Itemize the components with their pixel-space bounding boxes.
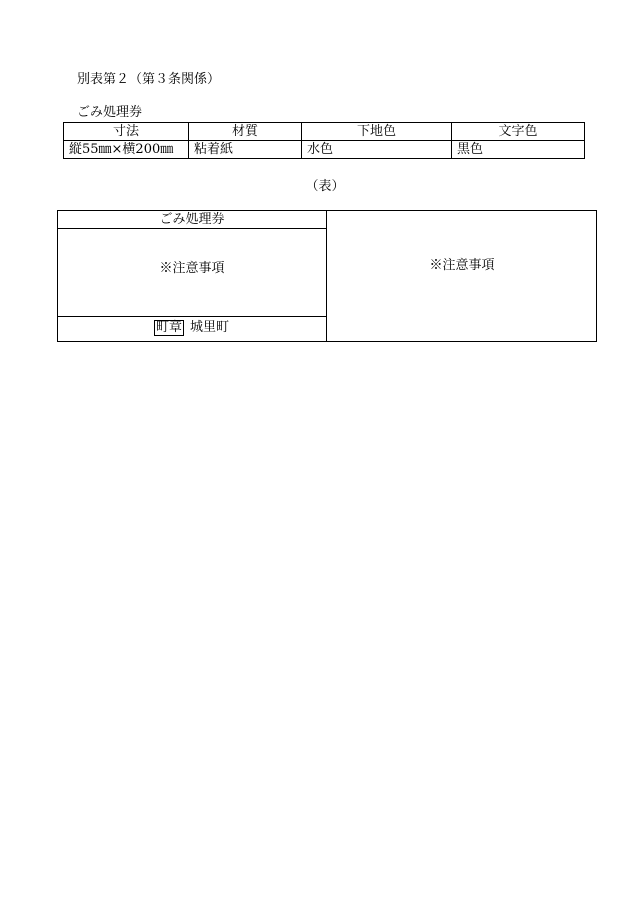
town-seal-box: 町章 <box>156 320 183 335</box>
ticket-diagram <box>57 210 597 342</box>
header-background-color: 下地色 <box>302 123 452 141</box>
header-material: 材質 <box>189 123 302 141</box>
header-size: 寸法 <box>64 123 189 141</box>
cell-text-color: 黒色 <box>452 141 585 159</box>
ticket-footer <box>58 316 326 342</box>
front-side-label: （表） <box>305 179 345 194</box>
spec-table-header-row <box>64 123 585 141</box>
header-text-color: 文字色 <box>452 123 585 141</box>
ticket-right-notice: ※注意事項 <box>429 258 495 273</box>
ticket-footer-content <box>154 320 229 336</box>
spec-table <box>63 122 585 159</box>
ticket-title: ごみ処理券 <box>58 211 326 229</box>
cell-size: 縦55㎜×横200㎜ <box>64 141 189 159</box>
page-heading: 別表第２（第３条関係） <box>77 72 221 87</box>
spec-table-caption: ごみ処理券 <box>77 105 143 120</box>
town-name: 城里町 <box>190 320 230 335</box>
cell-background-color: 水色 <box>302 141 452 159</box>
ticket-left-notice: ※注意事項 <box>159 261 225 276</box>
ticket-left-panel <box>58 211 327 341</box>
table-row <box>64 141 585 159</box>
cell-material: 粘着紙 <box>189 141 302 159</box>
